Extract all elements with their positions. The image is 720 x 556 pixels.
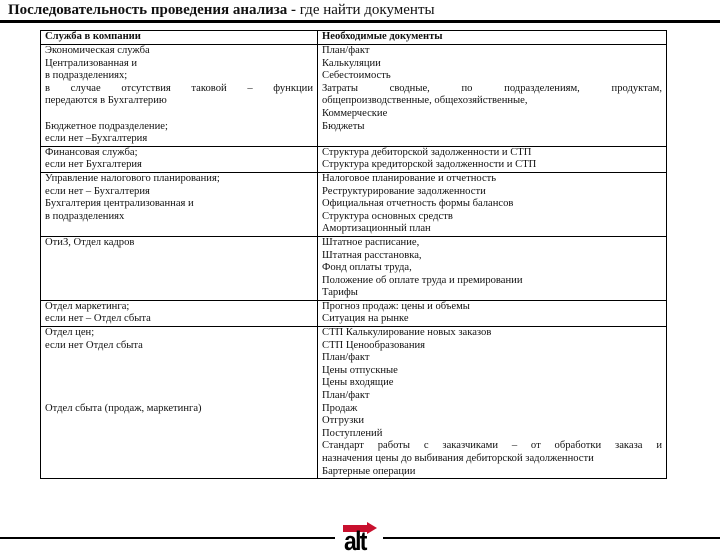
document-line: План/факт [322,352,370,364]
service-cell [41,45,318,147]
service-line: передаются в Бухгалтерию [45,95,167,107]
service-line: Централизованная и [45,57,138,69]
document-line: Структура кредиторской задолженности и СТП [322,159,537,171]
document-line: Тарифы [322,287,358,299]
service-line: если нет –Бухгалтерия [45,133,148,145]
company-logo [343,522,379,555]
service-line: если нет Отдел сбыта [45,339,143,351]
service-line: если нет Бухгалтерия [45,159,142,171]
service-line: в подразделениях; [45,70,128,82]
document-line: Стандарт работы с заказчиками – от обработки заказа и [322,440,662,452]
table-row [41,300,667,326]
service-cell [41,146,318,172]
table-row [41,172,667,236]
service-cell [41,236,318,300]
document-line: Продаж [322,402,358,414]
document-line: общепроизводственные, общехозяйственные, [322,95,528,107]
document-line: Себестоимость [322,70,391,82]
service-line: в подразделениях [45,210,125,222]
service-line: Отдел цен; [45,327,95,339]
table-row [41,236,667,300]
document-line: Затраты сводные, по подразделениям, продуктам, [322,82,662,94]
column-header-documents: Необходимые документы [318,31,667,45]
documents-cell [318,146,667,172]
document-line: Коммерческие [322,107,388,119]
service-line: Отдел сбыта (продаж, маркетинга) [45,402,202,414]
service-cell [41,300,318,326]
service-line: если нет – Отдел сбыта [45,313,151,325]
page-title-bold: Последовательность проведения анализа - [8,2,297,18]
spacer [45,108,313,121]
service-cell [41,172,318,236]
document-line: Амортизационный план [322,223,431,235]
document-line: Штатная расстановка, [322,249,422,261]
documents-cell [318,45,667,147]
service-line: Отдел маркетинга; [45,300,130,312]
document-line: Положение об оплате труда и премировании [322,274,523,286]
service-line: Бюджетное подразделение; [45,120,168,132]
table-row [41,45,667,147]
documents-table [40,30,667,479]
document-line: Ситуация на рынке [322,313,409,325]
column-header-service: Служба в компании [41,31,318,45]
document-line: Поступлений [322,427,383,439]
spacer [45,377,313,390]
document-line: Налоговое планирование и отчетность [322,172,497,184]
documents-cell [318,236,667,300]
document-line: Штатное расписание, [322,236,420,248]
service-line: Бухгалтерия централизованная и [45,198,194,210]
page-title-regular: где найти документы [296,2,435,18]
title-divider [0,20,720,23]
logo-text: alt [344,526,366,556]
document-line: План/факт [322,45,370,56]
service-line: в случае отсутствия таковой – функции [45,82,313,94]
table-row [41,327,667,479]
document-line: Структура дебиторской задолженности и СТП [322,146,532,158]
service-cell [41,327,318,479]
service-line: если нет – Бухгалтерия [45,185,150,197]
table-header-row [41,31,667,45]
spacer [45,352,313,365]
document-line: Бюджеты [322,120,365,132]
document-line: назначения цены до выбивания дебиторской задолженности [322,453,594,464]
table-row [41,146,667,172]
document-line: Цены отпускные [322,364,398,376]
documents-cell [318,300,667,326]
service-line: Экономическая служба [45,45,150,56]
document-line: Реструктурирование задолженности [322,185,486,197]
footer-divider-left [0,537,335,539]
document-line: Официальная отчетность формы балансов [322,198,514,210]
document-line: СТП Калькулирование новых заказов [322,327,492,339]
document-line: Прогноз продаж: цены и объемы [322,300,470,312]
document-line: План/факт [322,390,370,402]
document-line: Бартерные операции [322,465,416,477]
logo-arrowhead-icon [367,522,377,534]
document-line: Калькуляции [322,57,381,69]
spacer [45,365,313,378]
document-line: СТП Ценообразования [322,339,426,351]
document-line: Отгрузки [322,415,365,427]
service-line: Управление налогового планирования; [45,172,220,184]
page-title [8,2,435,19]
footer-divider-right [383,537,720,539]
document-line: Цены входящие [322,377,394,389]
documents-cell [318,327,667,479]
documents-cell [318,172,667,236]
document-line: Структура основных средств [322,210,453,222]
document-line: Фонд оплаты труда, [322,262,412,274]
spacer [45,390,313,403]
service-line: Финансовая служба; [45,146,138,158]
spacer [322,133,662,146]
service-line: ОтиЗ, Отдел кадров [45,236,135,248]
